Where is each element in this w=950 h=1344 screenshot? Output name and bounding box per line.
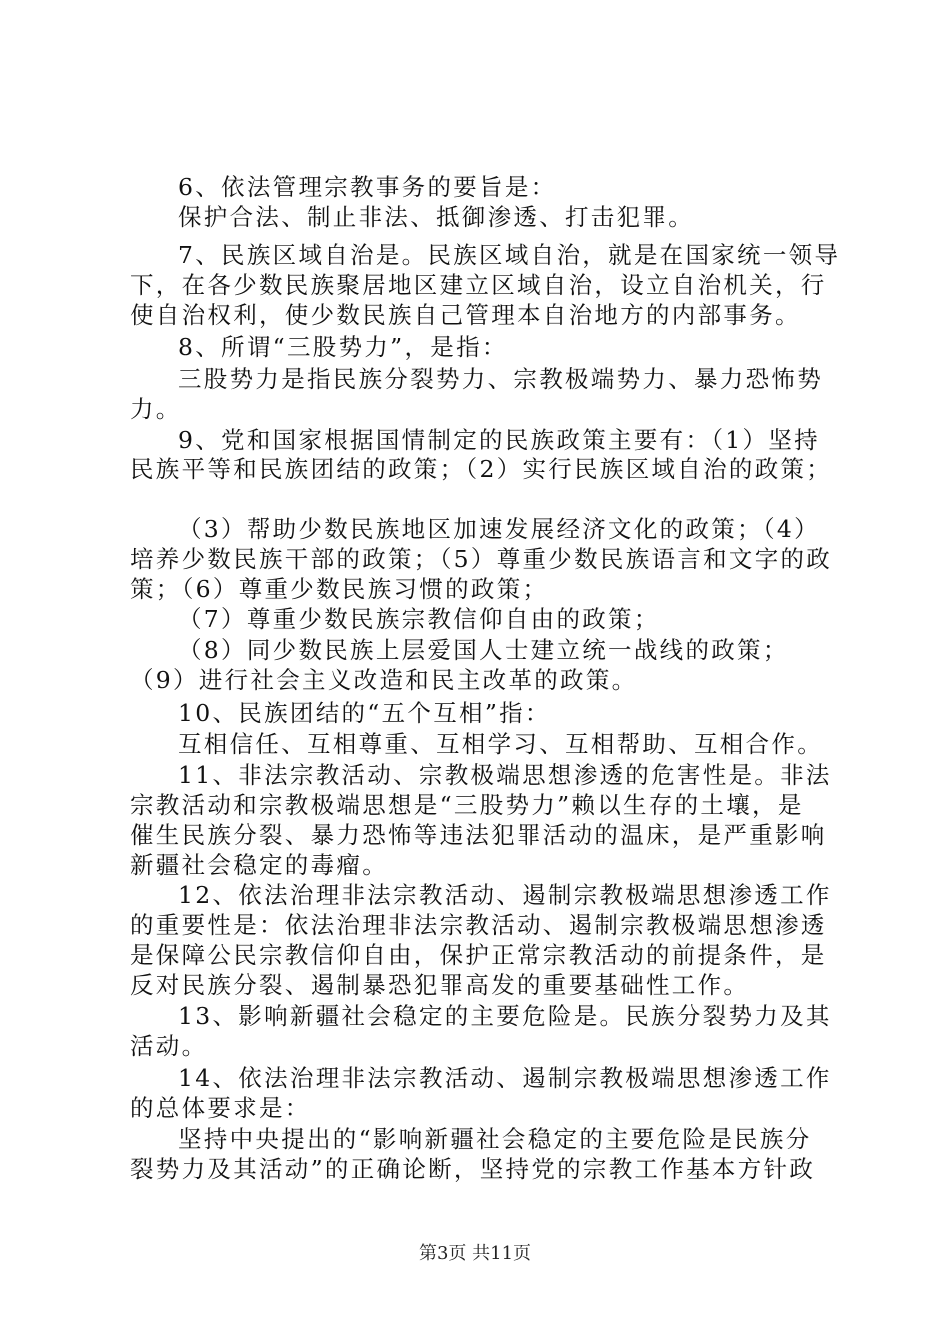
paragraph-line: 使自治权利，使少数民族自己管理本自治地方的内部事务。 bbox=[130, 301, 801, 329]
paragraph-line: 8、所谓“三股势力”，是指： bbox=[178, 333, 508, 361]
paragraph-line: 互相信任、互相尊重、互相学习、互相帮助、互相合作。 bbox=[178, 730, 823, 758]
paragraph-line: 下，在各少数民族聚居地区建立区域自治，设立自治机关，行 bbox=[130, 271, 827, 299]
paragraph-line: （9）进行社会主义改造和民主改革的政策。 bbox=[130, 666, 638, 694]
paragraph-line: 10、民族团结的“五个互相”指： bbox=[178, 699, 551, 727]
paragraph-line: 催生民族分裂、暴力恐怖等违法犯罪活动的温床，是严重影响 bbox=[130, 821, 827, 849]
paragraph-line: 民族平等和民族团结的政策；（2）实行民族区域自治的政策； bbox=[130, 455, 833, 483]
paragraph-line: 的总体要求是： bbox=[130, 1094, 311, 1122]
paragraph-line: 12、依法治理非法宗教活动、遏制宗教极端思想渗透工作 bbox=[178, 881, 832, 909]
paragraph-line: 策；（6）尊重少数民族习惯的政策； bbox=[130, 575, 549, 603]
paragraph-line: 三股势力是指民族分裂势力、宗教极端势力、暴力恐怖势 bbox=[178, 365, 823, 393]
paragraph-line: 9、党和国家根据国情制定的民族政策主要有：（1）坚持 bbox=[178, 426, 820, 454]
paragraph-line: （8）同少数民族上层爱国人士建立统一战线的政策； bbox=[178, 636, 789, 664]
paragraph-line: 力。 bbox=[130, 395, 182, 423]
paragraph-line: 培养少数民族干部的政策；（5）尊重少数民族语言和文字的政 bbox=[130, 545, 833, 573]
paragraph-line: 11、非法宗教活动、宗教极端思想渗透的危害性是。非法 bbox=[178, 761, 832, 789]
paragraph-line: 坚持中央提出的“影响新疆社会稳定的主要危险是民族分 bbox=[178, 1125, 812, 1153]
paragraph-line: 反对民族分裂、遏制暴恐犯罪高发的重要基础性工作。 bbox=[130, 971, 750, 999]
paragraph-line: 裂势力及其活动”的正确论断，坚持党的宗教工作基本方针政 bbox=[130, 1155, 816, 1183]
paragraph-line: 新疆社会稳定的毒瘤。 bbox=[130, 851, 388, 879]
paragraph-line: 14、依法治理非法宗教活动、遏制宗教极端思想渗透工作 bbox=[178, 1064, 832, 1092]
paragraph-line: 是保障公民宗教信仰自由，保护正常宗教活动的前提条件，是 bbox=[130, 941, 827, 969]
paragraph-line: 6、依法管理宗教事务的要旨是： bbox=[178, 173, 557, 201]
paragraph-line: （7）尊重少数民族宗教信仰自由的政策； bbox=[178, 605, 660, 633]
paragraph-line: 宗教活动和宗教极端思想是“三股势力”赖以生存的土壤，是 bbox=[130, 791, 804, 819]
paragraph-line: 的重要性是：依法治理非法宗教活动、遏制宗教极端思想渗透 bbox=[130, 911, 827, 939]
paragraph-line: 13、影响新疆社会稳定的主要危险是。民族分裂势力及其 bbox=[178, 1002, 832, 1030]
page-number-footer: 第3页 共11页 bbox=[418, 1243, 532, 1264]
paragraph-line: 活动。 bbox=[130, 1032, 208, 1060]
paragraph-line: 7、民族区域自治是。民族区域自治，就是在国家统一领导 bbox=[178, 241, 841, 269]
paragraph-line: 保护合法、制止非法、抵御渗透、打击犯罪。 bbox=[178, 203, 694, 231]
paragraph-line: （3）帮助少数民族地区加速发展经济文化的政策；（4） bbox=[178, 515, 820, 543]
